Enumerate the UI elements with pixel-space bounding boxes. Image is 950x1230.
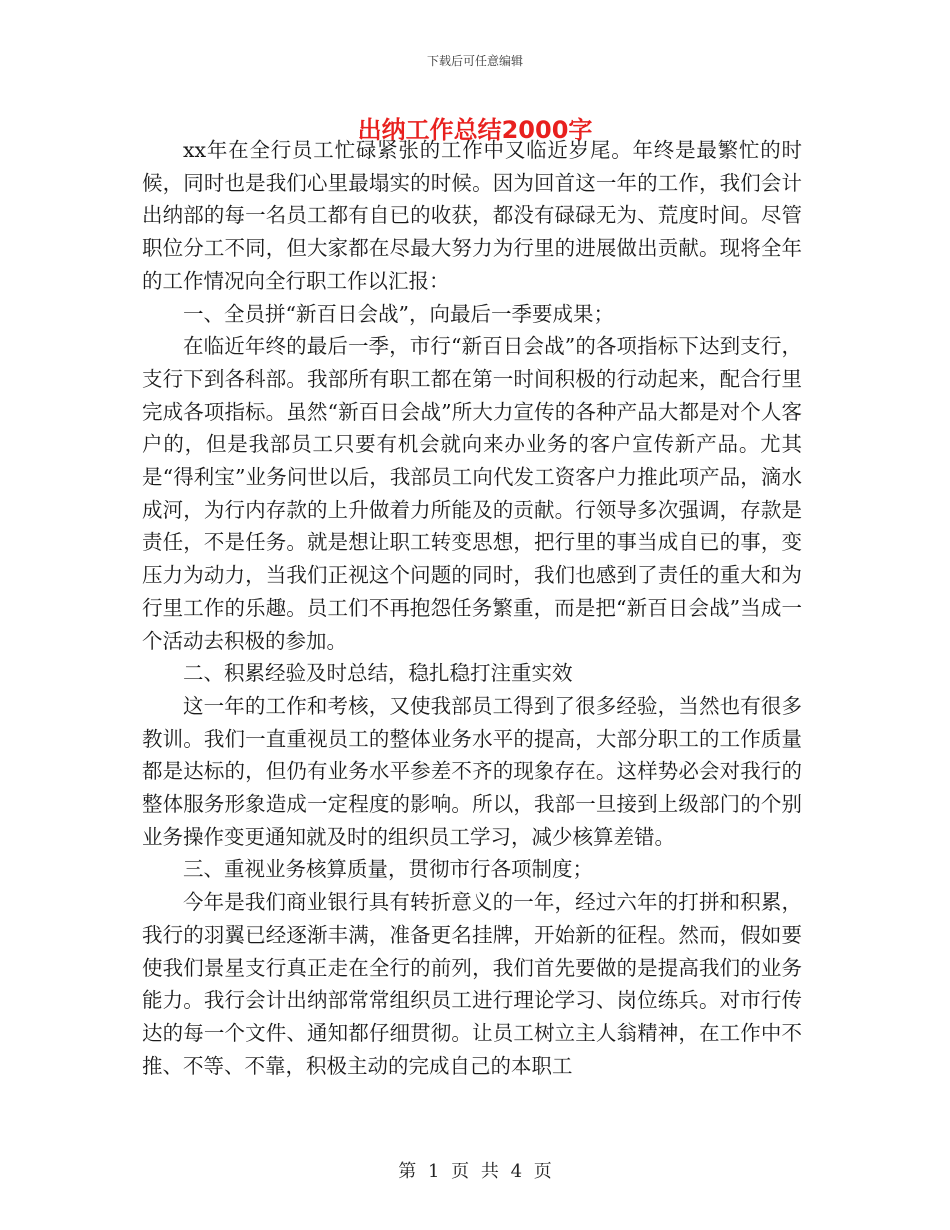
section-heading-1: 一、全员拼“新百日会战”，向最后一季要成果； bbox=[183, 301, 614, 326]
section-heading-3: 三、重视业务核算质量，贯彻市行各项制度； bbox=[183, 857, 593, 882]
paragraph-section-3: 今年是我们商业银行具有转折意义的一年，经过六年的打拼和积累，我行的羽翼已经逐渐丰满，准备更名挂牌，开始新的征程。然而，假如要使我们景星支行真正走在全行的前列，我们首先要做的是提高我们的业务能力。我行会计出纳部常常组织员工进行理论学习、岗位练兵。对市行传达的每一个文件、通知都仔细贯彻。让员工树立主人翁精神，在工作中不推、不等、不靠，积极主动的完成自己的本职工 bbox=[142, 890, 802, 1078]
paragraph-section-1: 在临近年终的最后一季，市行“新百日会战”的各项指标下达到支行，支行下到各科部。我部所有职工都在第一时间积极的行动起来，配合行里完成各项指标。虽然“新百日会战”所大力宣传的各种产品大都是对个人客户的，但是我部员工只要有机会就向来办业务的客户宣传新产品。尤其是“得利宝”业务问世以后，我部员工向代发工资客户力推此项产品，滴水成河，为行内存款的上升做着力所能及的贡献。行领导多次强调，存款是责任，不是任务。就是想让职工转变思想，把行里的事当成自已的事，变压力为动力，当我们正视这个问题的同时，我们也感到了责任的重大和为行里工作的乐趣。员工们不再抱怨任务繁重，而是把“新百日会战”当成一个活动去积极的参加。 bbox=[142, 334, 802, 653]
page-number-footer: 第 1 页 共 4 页 bbox=[398, 1161, 552, 1182]
paragraph-intro: xx年在全行员工忙碌紧张的工作中又临近岁尾。年终是最繁忙的时候，同时也是我们心里最塌实的时候。因为回首这一年的工作，我们会计出纳部的每一名员工都有自已的收获，都没有碌碌无为、荒度时间。尽管职位分工不同，但大家都在尽最大努力为行里的进展做出贡献。现将全年的工作情况向全行职工作以汇报： bbox=[142, 138, 802, 293]
section-heading-2: 二、积累经验及时总结，稳扎稳打注重实效 bbox=[183, 661, 573, 686]
page-header: 下载后可任意编辑 bbox=[426, 54, 523, 68]
document-title: 出纳工作总结2000字 bbox=[357, 116, 593, 144]
paragraph-section-2: 这一年的工作和考核，又使我部员工得到了很多经验，当然也有很多教训。我们一直重视员工的整体业务水平的提高，大部分职工的工作质量都是达标的，但仍有业务水平参差不齐的现象存在。这样势必会对我行的整体服务形象造成一定程度的影响。所以，我部一旦接到上级部门的个别业务操作变更通知就及时的组织员工学习，减少核算差错。 bbox=[142, 693, 802, 849]
document-body bbox=[142, 134, 802, 1082]
